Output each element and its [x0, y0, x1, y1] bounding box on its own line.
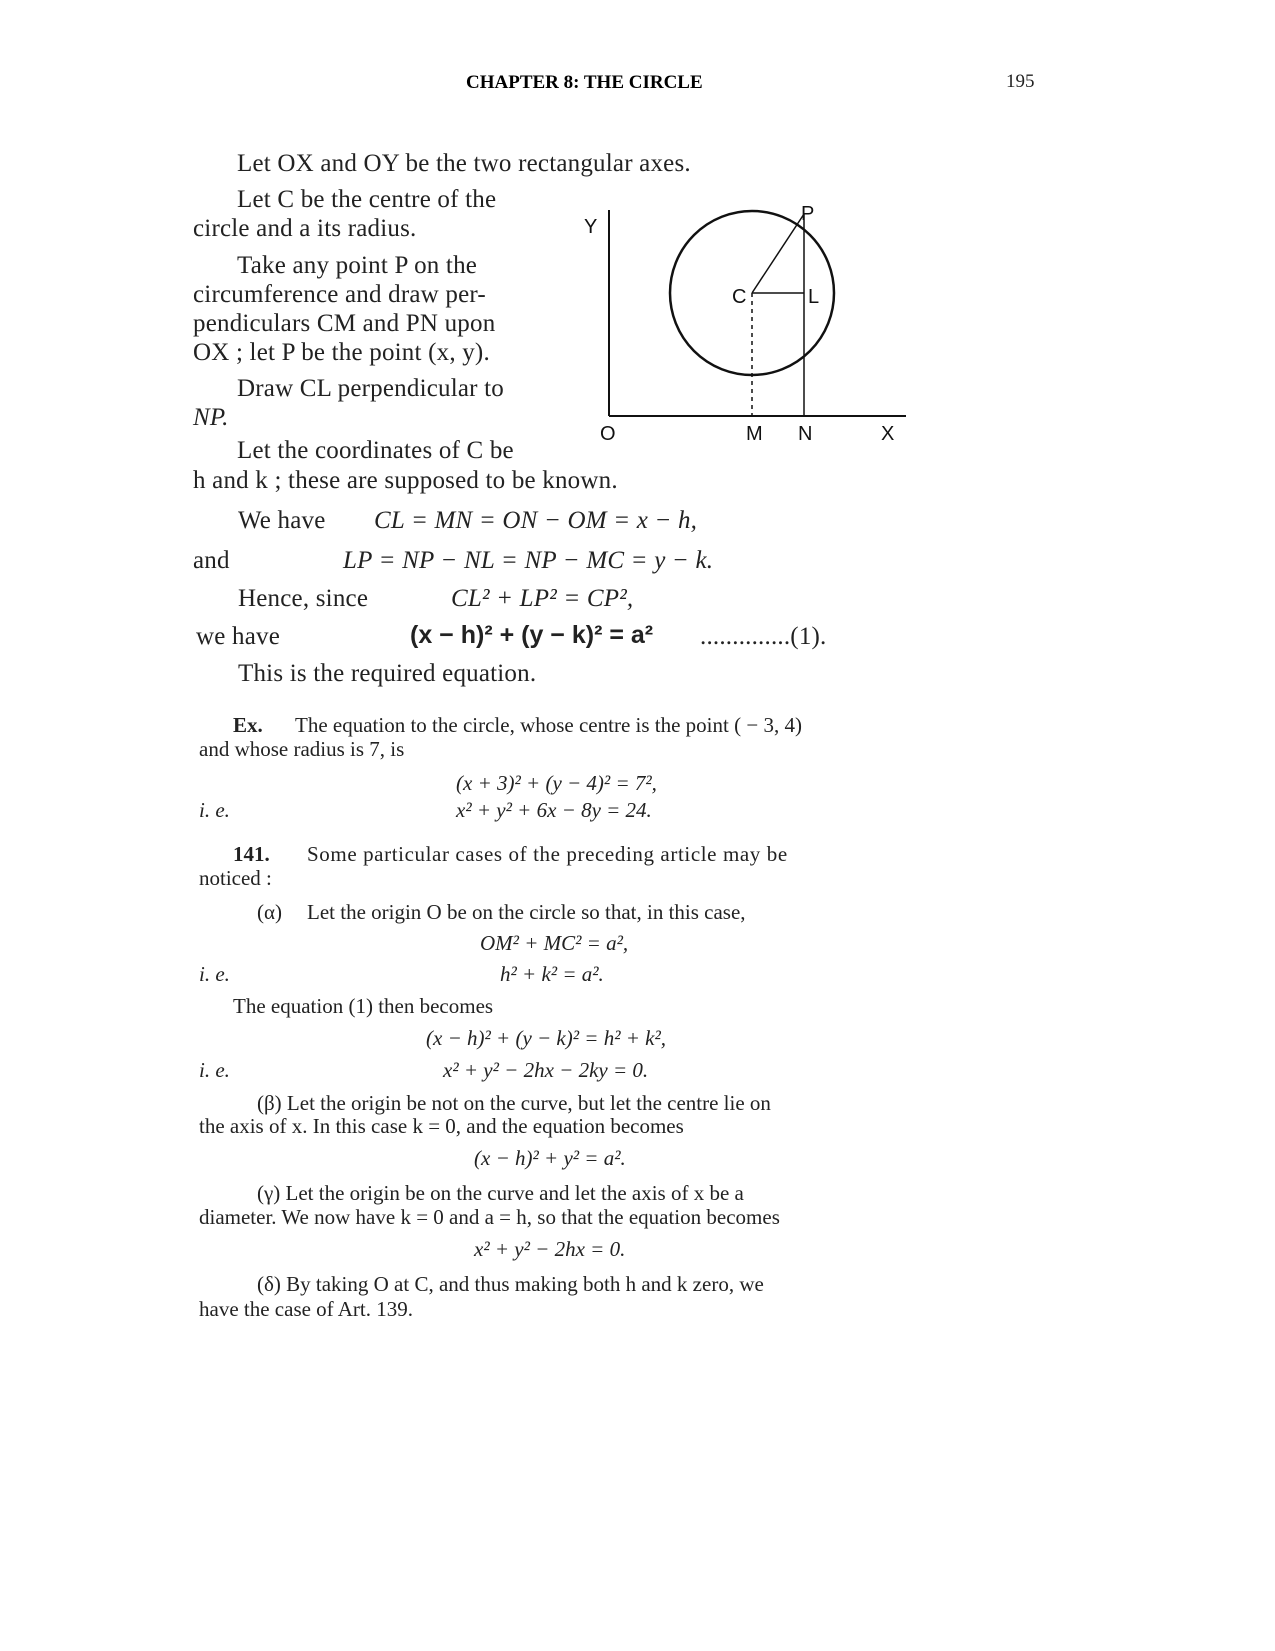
page-number: 195 — [1006, 71, 1035, 92]
example-equation-2: x² + y² + 6x − 8y = 24. — [456, 798, 652, 822]
label-o: O — [600, 423, 616, 445]
case-alpha-line-1: Let the origin O be on the circle so that, in this case, — [307, 900, 746, 924]
case-alpha-equation-2: h² + k² = a². — [500, 962, 604, 986]
example-line-1: The equation to the circle, whose centre is the point ( − 3, 4) — [295, 713, 802, 737]
intro-line-6: pendiculars CM and PN upon — [193, 310, 496, 337]
label-l: L — [808, 286, 820, 308]
label-n: N — [798, 423, 813, 445]
case-beta-line-2: the axis of x. In this case k = 0, and the equation becomes — [199, 1114, 684, 1138]
example-line-2: and whose radius is 7, is — [199, 737, 405, 761]
equation-lp: LP = NP − NL = NP − MC = y − k. — [343, 547, 714, 574]
label-y: Y — [584, 216, 598, 238]
intro-line-5: circumference and draw per- — [193, 281, 486, 308]
article-number: 141. — [233, 842, 270, 866]
label-p: P — [801, 203, 815, 225]
equation-pythagoras: CL² + LP² = CP², — [451, 585, 634, 612]
case-gamma-equation: x² + y² − 2hx = 0. — [474, 1237, 626, 1261]
case-alpha-equation-3: (x − h)² + (y − k)² = h² + k², — [426, 1026, 667, 1050]
case-delta-line-1: (δ) By taking O at C, and thus making both h and k zero, we — [257, 1272, 764, 1296]
case-delta-line-2: have the case of Art. 139. — [199, 1297, 414, 1321]
case-alpha-ie: i. e. — [199, 962, 230, 986]
case-beta-line-1: (β) Let the origin be not on the curve, but let the centre lie on — [257, 1091, 771, 1115]
article-line-2: noticed : — [199, 866, 272, 890]
example-ie: i. e. — [199, 798, 230, 822]
case-alpha-tag: (α) — [257, 900, 282, 924]
case-alpha-equation-1: OM² + MC² = a², — [480, 931, 629, 955]
intro-line-11: h and k ; these are supposed to be known. — [193, 467, 618, 494]
example-label: Ex. — [233, 713, 263, 737]
and-label: and — [193, 547, 230, 574]
equation-cl: CL = MN = ON − OM = x − h, — [374, 507, 698, 534]
chapter-title: CHAPTER 8: THE CIRCLE — [466, 72, 703, 93]
intro-line-4: Take any point P on the — [237, 252, 478, 279]
intro-line-9: NP. — [193, 404, 229, 431]
intro-line-2: Let C be the centre of the — [237, 186, 497, 213]
case-alpha-equation-4: x² + y² − 2hx − 2ky = 0. — [443, 1058, 649, 1082]
case-alpha-ie-2: i. e. — [199, 1058, 230, 1082]
circle-equation: (x − h)² + (y − k)² = a² — [410, 621, 654, 649]
radius-cp — [752, 214, 804, 293]
hence-label: Hence, since — [238, 585, 369, 612]
intro-line-10: Let the coordinates of C be — [237, 437, 514, 464]
intro-line-3: circle and a its radius. — [193, 215, 417, 242]
equation-number: ..............(1). — [700, 623, 827, 650]
we-have-label: We have — [238, 507, 326, 534]
case-alpha-line-2: The equation (1) then becomes — [233, 994, 494, 1018]
intro-line-1: Let OX and OY be the two rectangular axes. — [237, 150, 691, 177]
intro-line-8: Draw CL perpendicular to — [237, 375, 504, 402]
case-beta-equation: (x − h)² + y² = a². — [474, 1146, 626, 1170]
example-equation-1: (x + 3)² + (y − 4)² = 7², — [456, 771, 657, 795]
circle-diagram — [580, 190, 920, 450]
label-c: C — [732, 286, 747, 308]
label-x: X — [881, 423, 895, 445]
required-equation-text: This is the required equation. — [238, 660, 537, 687]
case-gamma-line-1: (γ) Let the origin be on the curve and let the axis of x be a — [257, 1181, 744, 1205]
label-m: M — [746, 423, 763, 445]
intro-line-7: OX ; let P be the point (x, y). — [193, 339, 490, 366]
case-gamma-line-2: diameter. We now have k = 0 and a = h, so that the equation becomes — [199, 1205, 780, 1229]
we-have-label-2: we have — [196, 623, 280, 650]
article-line-1: Some particular cases of the preceding article may be — [307, 842, 788, 866]
